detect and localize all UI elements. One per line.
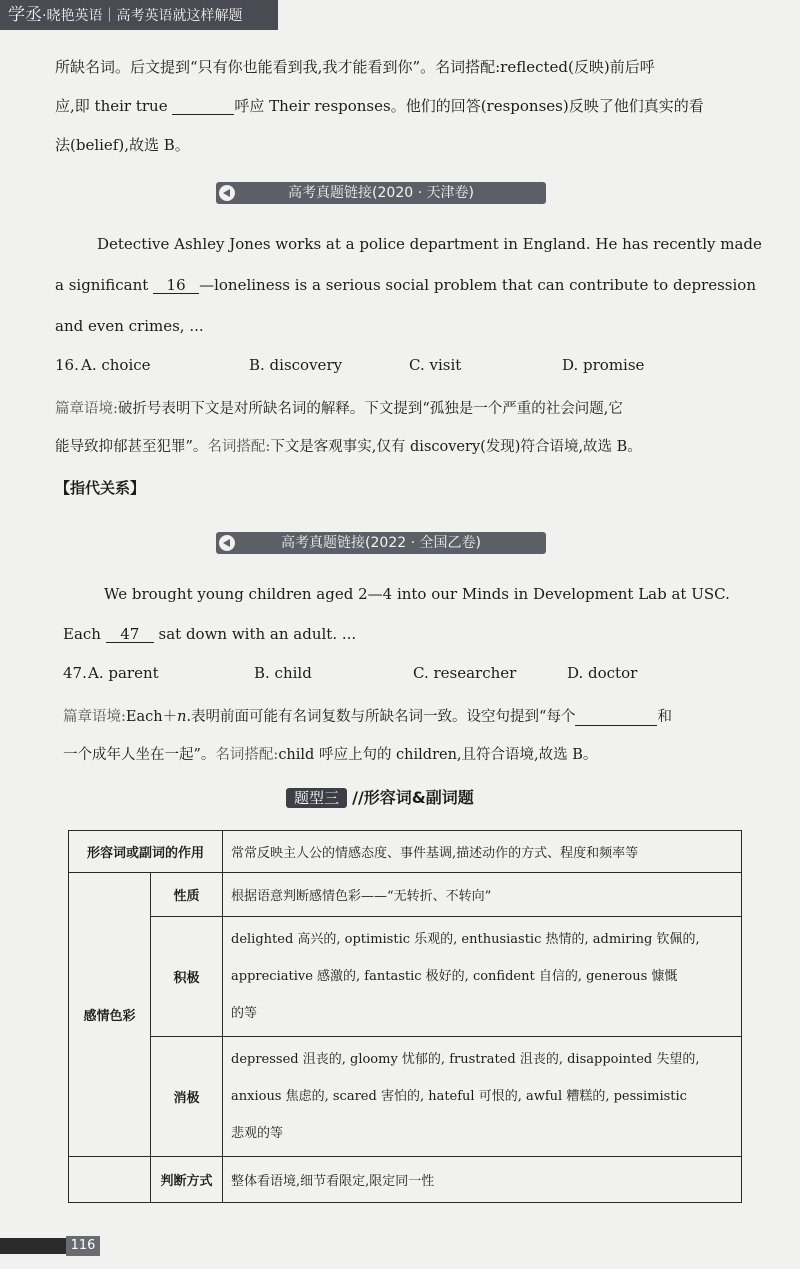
intro-line-2a: 应,即 their true	[55, 97, 173, 115]
label-method: 判断方式	[151, 1157, 223, 1203]
label-positive: 积极	[151, 917, 223, 1037]
text-positive	[223, 917, 742, 1037]
intro-line-3: 法(belief),故选 B。	[55, 136, 190, 154]
option-a: A. parent	[88, 664, 159, 682]
analysis2-text-1c: 和	[657, 709, 672, 725]
label-nature: 性质	[151, 873, 223, 917]
analysis1-text-2a: 能导致抑郁甚至犯罪”。	[55, 439, 208, 455]
question-number-47: 47.	[63, 664, 87, 682]
text-method: 整体看语境,细节看限定,限定同一性	[223, 1157, 742, 1203]
option-d: D. doctor	[567, 664, 638, 682]
analysis1-line-1	[55, 397, 623, 418]
table-row	[69, 873, 742, 917]
row-head-function: 形容词或副词的作用	[69, 831, 223, 873]
collocation-label: 名词搭配:	[215, 747, 279, 763]
banner-text: 高考真题链接(2020 · 天津卷)	[288, 185, 474, 201]
passage2-line-2a: Each	[63, 625, 106, 643]
analysis2-line-2	[63, 743, 597, 764]
collocation-label: 名词搭配:	[207, 439, 271, 455]
analysis-label: 篇章语境:	[63, 709, 126, 725]
table-row	[69, 1157, 742, 1203]
text-nature: 根据语意判断感情色彩——“无转折、不转向”	[223, 873, 742, 917]
analysis2-text-2a: 一个成年人坐在一起”。	[63, 747, 216, 763]
section-tag: 【指代关系】	[55, 479, 146, 497]
type-title-text: 形容词&副词题	[363, 788, 474, 807]
passage1-line-3: and even crimes, ...	[55, 317, 204, 335]
exam-link-banner-2020	[216, 182, 546, 204]
option-b: B. child	[254, 664, 312, 682]
header-title: ·晓艳英语｜高考英语就这样解题	[42, 8, 243, 24]
analysis1-line-2	[55, 435, 642, 456]
option-d: D. promise	[562, 356, 645, 374]
book-header	[0, 0, 278, 30]
option-c: C. visit	[409, 356, 462, 374]
intro-line-2	[55, 95, 704, 116]
exam-link-banner-2022	[216, 532, 546, 554]
question-number-16: 16.	[55, 356, 79, 374]
question-type-heading	[286, 785, 474, 808]
group-label-emotion: 感情色彩	[69, 873, 151, 1157]
analysis2-text-1b: .表明前面可能有名词复数与所缺名词一致。设空句提到“每个	[186, 709, 576, 725]
type-badge: 题型三	[286, 788, 347, 808]
question-blank-47: 47	[106, 627, 154, 643]
type-title: //形容词&副词题	[352, 788, 474, 807]
answer-blank	[575, 710, 657, 726]
negative-line: anxious 焦虑的, scared 害怕的, hateful 可恨的, awful 糟糕的, pessimistic	[231, 1089, 687, 1104]
play-icon	[219, 535, 235, 551]
passage1-line-2a: a significant	[55, 276, 154, 294]
answer-blank	[172, 99, 234, 115]
text-negative	[223, 1037, 742, 1157]
option-b: B. discovery	[249, 356, 343, 374]
adjective-adverb-table	[68, 830, 742, 1203]
negative-line: depressed 沮丧的, gloomy 忧郁的, frustrated 沮丧的, disappointed 失望的,	[231, 1052, 700, 1067]
row-text-function: 常常反映主人公的情感态度、事件基调,描述动作的方式、程度和频率等	[223, 831, 742, 873]
option-a: A. choice	[81, 356, 151, 374]
negative-line: 悲观的等	[231, 1126, 284, 1141]
question-blank-16: 16	[153, 278, 199, 294]
table-row	[69, 831, 742, 873]
play-icon	[219, 185, 235, 201]
analysis2-text-1a: Each＋	[125, 709, 178, 725]
table-row	[69, 917, 742, 1037]
analysis-label: 篇章语境:	[55, 401, 118, 417]
passage2-line-2	[63, 625, 356, 643]
passage2-line-2b: sat down with an adult. ...	[153, 625, 357, 643]
analysis2-line-1	[63, 705, 672, 726]
empty-cell	[69, 1157, 151, 1203]
analysis2-text-2b: child 呼应上句的 children,且符合语境,故选 B。	[278, 747, 598, 763]
banner-text: 高考真题链接(2022 · 全国乙卷)	[281, 535, 481, 551]
footer-bar	[0, 1238, 66, 1254]
passage2-line-1: We brought young children aged 2—4 into our Minds in Development Lab at USC.	[104, 585, 730, 603]
intro-line-2b: 呼应 Their responses。他们的回答(responses)反映了他们真实的看	[234, 97, 704, 115]
passage1-line-2b: —loneliness is a serious social problem that can contribute to depression	[199, 276, 756, 294]
analysis1-text: 破折号表明下文是对所缺名词的解释。下文提到“孤独是一个严重的社会问题,它	[117, 401, 623, 417]
intro-line-1: 所缺名词。后文提到“只有你也能看到我,我才能看到你”。名词搭配:reflected(反映)前后呼	[55, 58, 655, 76]
label-negative: 消极	[151, 1037, 223, 1157]
positive-line: 的等	[231, 1006, 258, 1021]
option-c: C. researcher	[413, 664, 517, 682]
passage1-line-2	[55, 276, 756, 294]
passage1-line-1: Detective Ashley Jones works at a police department in England. He has recently made	[97, 235, 762, 253]
positive-line: delighted 高兴的, optimistic 乐观的, enthusiastic 热情的, admiring 钦佩的,	[231, 932, 700, 947]
positive-line: appreciative 感激的, fantastic 极好的, confident 自信的, generous 慷慨	[231, 969, 678, 984]
page-number: 116	[66, 1236, 100, 1256]
table-row	[69, 1037, 742, 1157]
variable-n: n	[177, 709, 187, 725]
brand-main: 学丞	[8, 5, 42, 25]
analysis1-text-2b: 下文是客观事实,仅有 discovery(发现)符合语境,故选 B。	[270, 439, 642, 455]
